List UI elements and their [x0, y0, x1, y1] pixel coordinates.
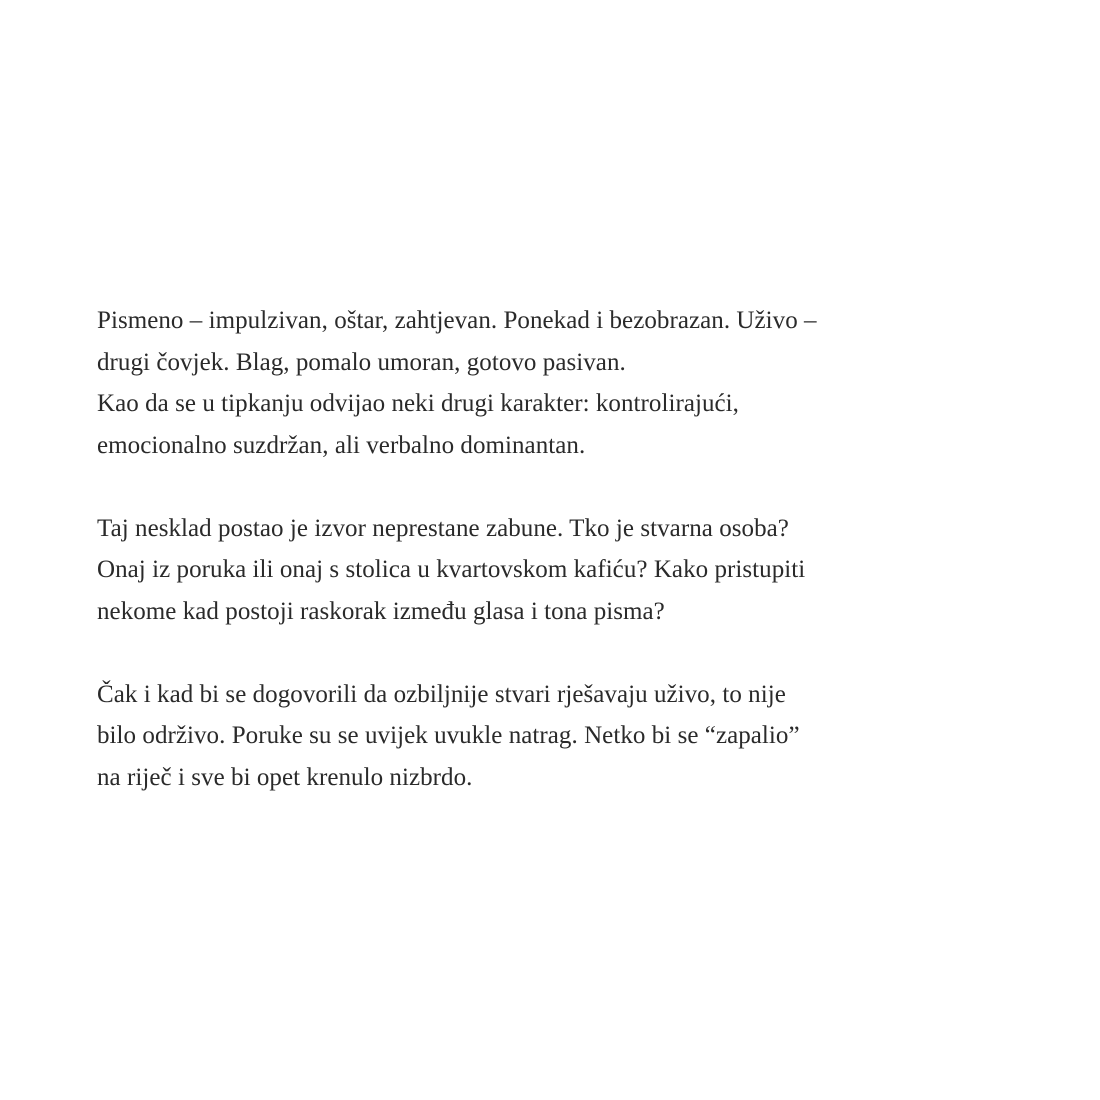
text-line: Kao da se u tipkanju odvijao neki drugi karakter: kontrolirajući,	[97, 390, 739, 417]
paragraph-2	[97, 508, 1017, 633]
text-line: Taj nesklad postao je izvor neprestane zabune. Tko je stvarna osoba?	[97, 514, 789, 542]
text-line: na riječ i sve bi opet krenulo nizbrdo.	[97, 763, 473, 791]
paragraph-spacer	[97, 632, 1017, 674]
text-line: emocionalno suzdržan, ali verbalno dominantan.	[97, 431, 586, 459]
text-line: Čak i kad bi se dogovorili da ozbiljnije stvari rješavaju uživo, to nije	[97, 680, 786, 708]
text-line: nekome kad postoji raskorak između glasa i tona pisma?	[97, 597, 665, 625]
paragraph-1	[97, 300, 1017, 466]
text-line: Pismeno – impulzivan, oštar, zahtjevan. Ponekad i bezobrazan. Uživo –	[97, 307, 817, 334]
text-line: bilo održivo. Poruke su se uvijek uvukle natrag. Netko bi se “zapalio”	[97, 722, 800, 749]
paragraph-spacer	[97, 466, 1017, 508]
text-line: drugi čovjek. Blag, pomalo umoran, gotovo pasivan.	[97, 348, 626, 376]
text-line: Onaj iz poruka ili onaj s stolica u kvartovskom kafiću? Kako pristupiti	[97, 556, 806, 583]
paragraph-3	[97, 674, 1017, 799]
body-text	[97, 300, 1017, 798]
